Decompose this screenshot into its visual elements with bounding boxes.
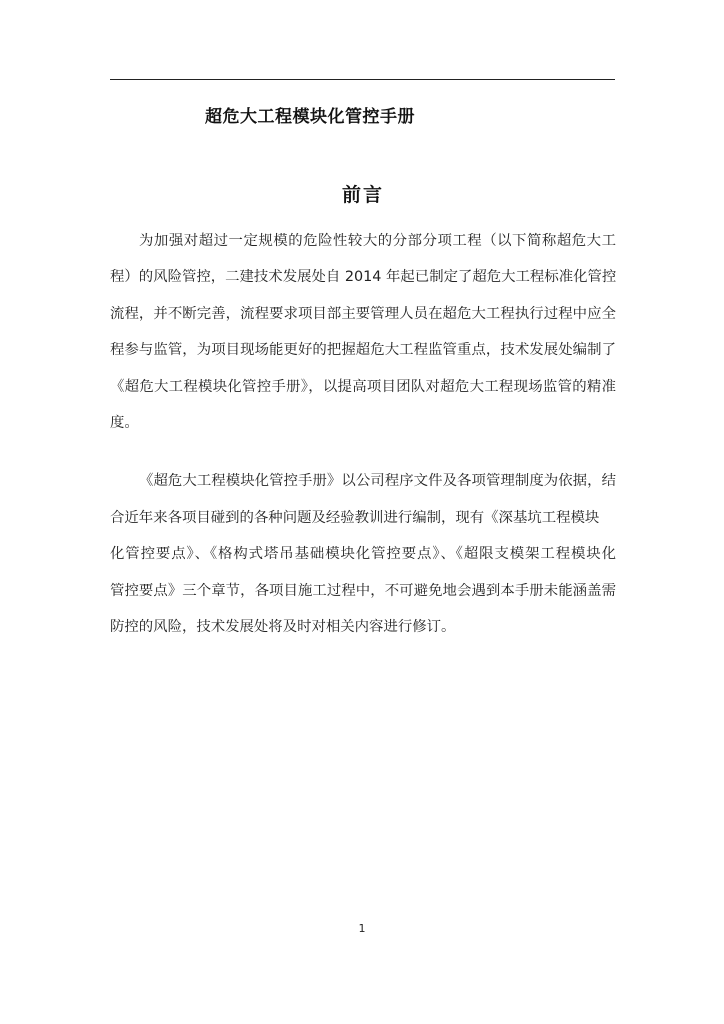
paragraph-1-line-2: 程）的风险管控，二建技术发展处自 2014 年起已制定了超危大工程标准化管控 [110, 269, 617, 286]
paragraph-2-line-2: 合近年来各项目碰到的各种问题及经验教训进行编制，现有《深基坑工程模块 [110, 509, 600, 526]
paragraph-1-line-6: 度。 [110, 414, 139, 431]
document-title: 超危大工程模块化管控手册 [205, 107, 415, 127]
paragraph-2-line-3: 化管控要点》、《格构式塔吊基础模块化管控要点》、《超限支模架工程模块化 [110, 546, 616, 563]
paragraph-1-line-4: 程参与监管，为项目现场能更好的把握超危大工程监管重点，技术发展处编制了 [110, 342, 616, 359]
paragraph-1-line-1: 为加强对超过一定规模的危险性较大的分部分项工程（以下简称超危大工 [139, 233, 616, 249]
section-title: 前言 [341, 184, 384, 206]
paragraph-2-line-4: 管控要点》三个章节，各项目施工过程中，不可避免地会遇到本手册未能涵盖需 [110, 582, 616, 599]
body-text [110, 221, 616, 643]
page-number: 1 [358, 922, 366, 935]
paragraph-1-line-3: 流程，并不断完善，流程要求项目部主要管理人员在超危大工程执行过程中应全 [110, 305, 616, 322]
paragraph-2-line-5: 防控的风险，技术发展处将及时对相关内容进行修订。 [110, 618, 456, 635]
paragraph-1-line-5: 《超危大工程模块化管控手册》，以提高项目团队对超危大工程现场监管的精准 [110, 378, 616, 395]
header-rule [110, 79, 615, 80]
paragraph-2-line-1: 《超危大工程模块化管控手册》以公司程序文件及各项管理制度为依据，结 [139, 473, 616, 490]
